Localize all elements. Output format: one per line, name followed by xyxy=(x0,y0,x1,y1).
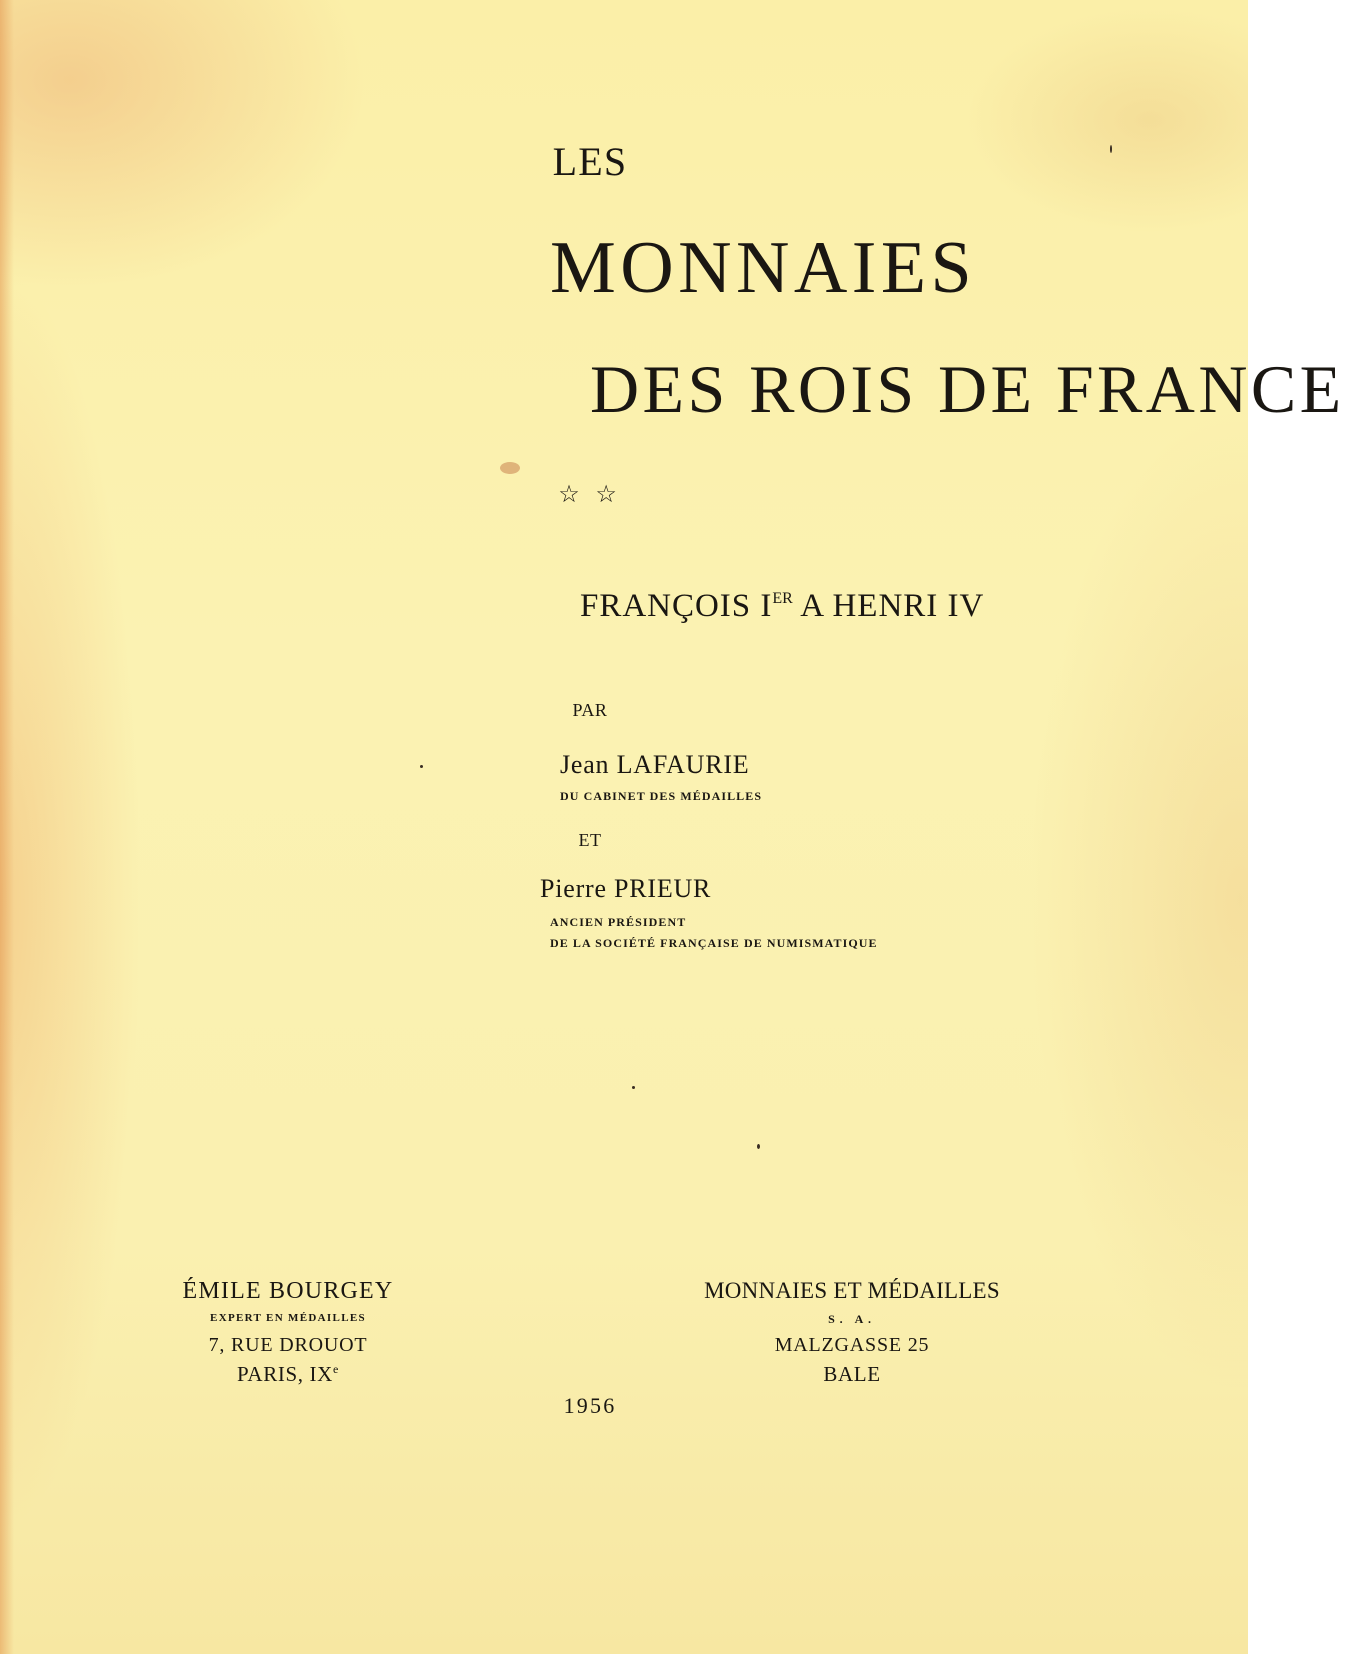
publisher-right-city: BALE xyxy=(823,1362,881,1386)
author-1-affiliation: DU CABINET DES MÉDAILLES xyxy=(560,789,763,803)
publisher-left-name: ÉMILE BOURGEY xyxy=(182,1278,394,1304)
publisher-left-subtitle: EXPERT EN MÉDAILLES xyxy=(210,1312,366,1324)
title-line-les: LES xyxy=(552,139,628,184)
publisher-right-subtitle: S. A. xyxy=(828,1312,876,1326)
title-line-rois: DES ROIS DE FRANCE xyxy=(590,351,1345,427)
publication-year: 1956 xyxy=(563,1393,617,1418)
subtitle-part-2: A HENRI IV xyxy=(792,588,985,624)
author-2-name: Pierre PRIEUR xyxy=(540,874,712,903)
publisher-left-city-superscript: e xyxy=(332,1362,339,1376)
publisher-left-city-text: PARIS, IX xyxy=(237,1362,333,1386)
title-line-monnaies: MONNAIES xyxy=(550,227,977,309)
paper-speck xyxy=(1110,145,1112,153)
paper-stain xyxy=(500,462,520,474)
by-label: PAR xyxy=(572,700,608,720)
author-1-name: Jean LAFAURIE xyxy=(560,750,750,779)
volume-marker: ☆ ☆ xyxy=(558,482,622,508)
publisher-right-name: MONNAIES ET MÉDAILLES xyxy=(704,1278,1000,1303)
subtitle-superscript: ER xyxy=(772,590,793,607)
paper-speck xyxy=(420,765,423,768)
subtitle-part-1: FRANÇOIS I xyxy=(580,588,773,624)
paper-speck xyxy=(757,1144,760,1149)
publisher-right-address: MALZGASSE 25 xyxy=(774,1334,930,1356)
and-label: ET xyxy=(578,830,602,850)
publisher-left-city xyxy=(88,1362,488,1387)
author-2-affiliation-line-1: ANCIEN PRÉSIDENT xyxy=(550,915,687,929)
subtitle xyxy=(580,588,985,625)
publisher-left-address: 7, RUE DROUOT xyxy=(208,1334,368,1356)
paper-speck xyxy=(632,1086,635,1089)
author-2-affiliation-line-2: DE LA SOCIÉTÉ FRANÇAISE DE NUMISMATIQUE xyxy=(550,936,878,950)
